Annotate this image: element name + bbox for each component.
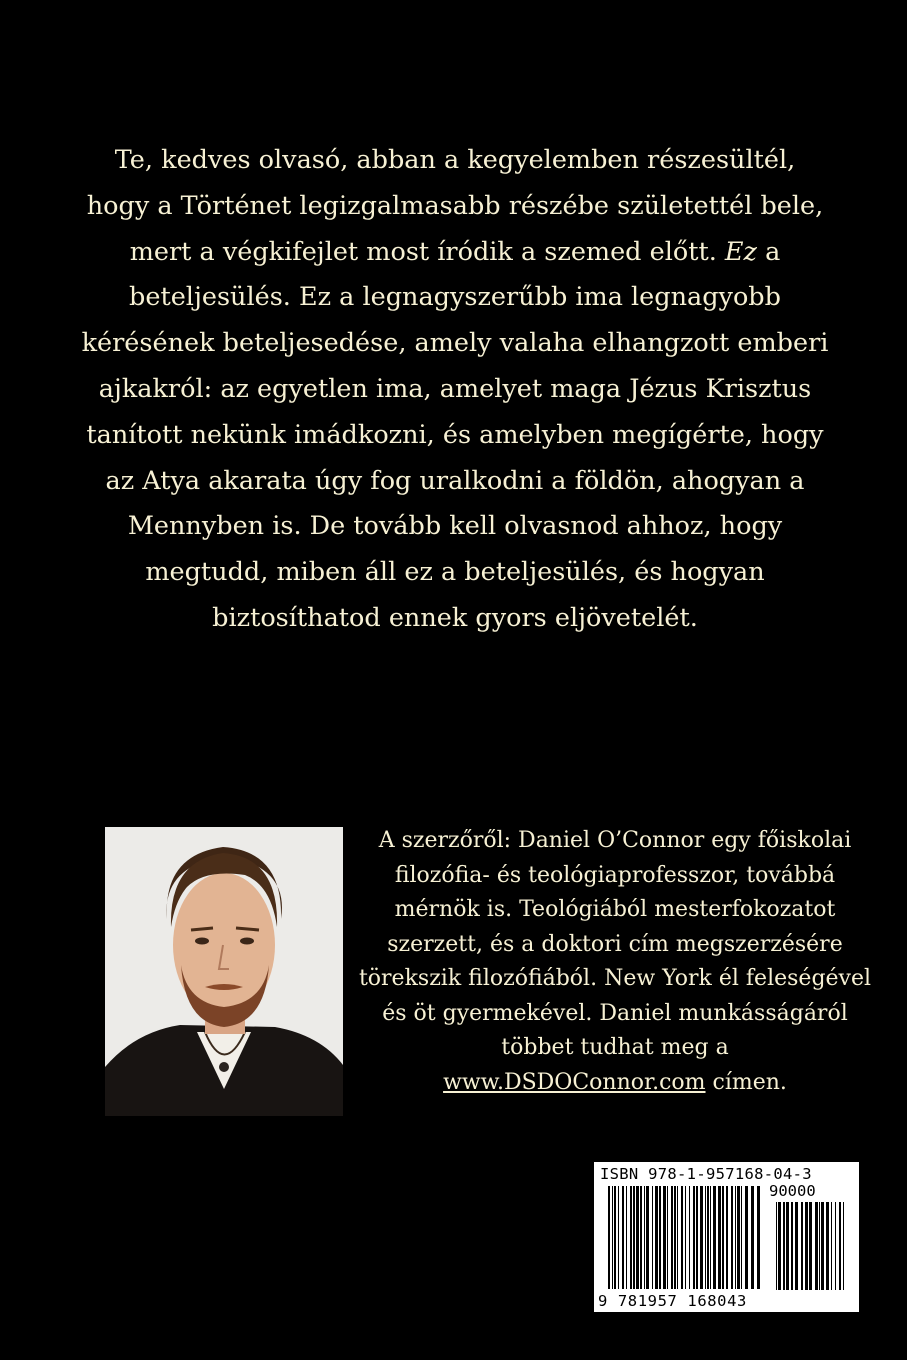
author-photo [105,827,343,1116]
back-cover-blurb [80,138,830,642]
ean-barcode-bars [608,1186,760,1289]
author-bio [356,824,874,1100]
price-code: 90000 [769,1182,816,1200]
isbn-barcode [594,1162,859,1312]
isbn-label: ISBN 978-1-957168-04-3 [600,1165,812,1183]
author-bio-text: A szerzőről: Daniel O’Connor egy főiskolai filozófia- és teológiaprofesszor, továbbá mérnök is. Teológiából mesterfokozatot szerzett, és a doktori cím megszerzésére törekszik filozófiából. New York él feleségével és öt gyermekével. Daniel munkásságáról többet tudhat meg a [358,828,872,1060]
blurb-part-2: a beteljesülés. Ez a legnagyszerűbb ima legnagyobb kérésének beteljesedése, amely valaha elhangzott emberi ajkakról: az egyetlen ima, amelyet maga Jézus Krisztus tanított nekünk imádkozni, és amelyben megígérte, hogy az Atya akarata úgy fog uralkodni a földön, ahogyan a Mennyben is. De tovább kell olvasnod ahhoz, hogy megtudd, miben áll ez a beteljesülés, és hogyan biztosíthatod ennek gyors eljövetelét. [81,236,829,633]
blurb-emphasis: Ez [724,236,757,267]
author-bio-suffix: címen. [712,1069,787,1095]
author-website-link[interactable]: www.DSDOConnor.com [443,1069,706,1095]
ean-digits: 9 781957 168043 [598,1292,747,1310]
blurb-part-1: Te, kedves olvasó, abban a kegyelemben részesültél, hogy a Történet legizgalmasabb részébe születettél bele, mert a végkifejlet most íródik a szemed előtt. [86,145,824,267]
price-barcode-bars [776,1202,848,1290]
